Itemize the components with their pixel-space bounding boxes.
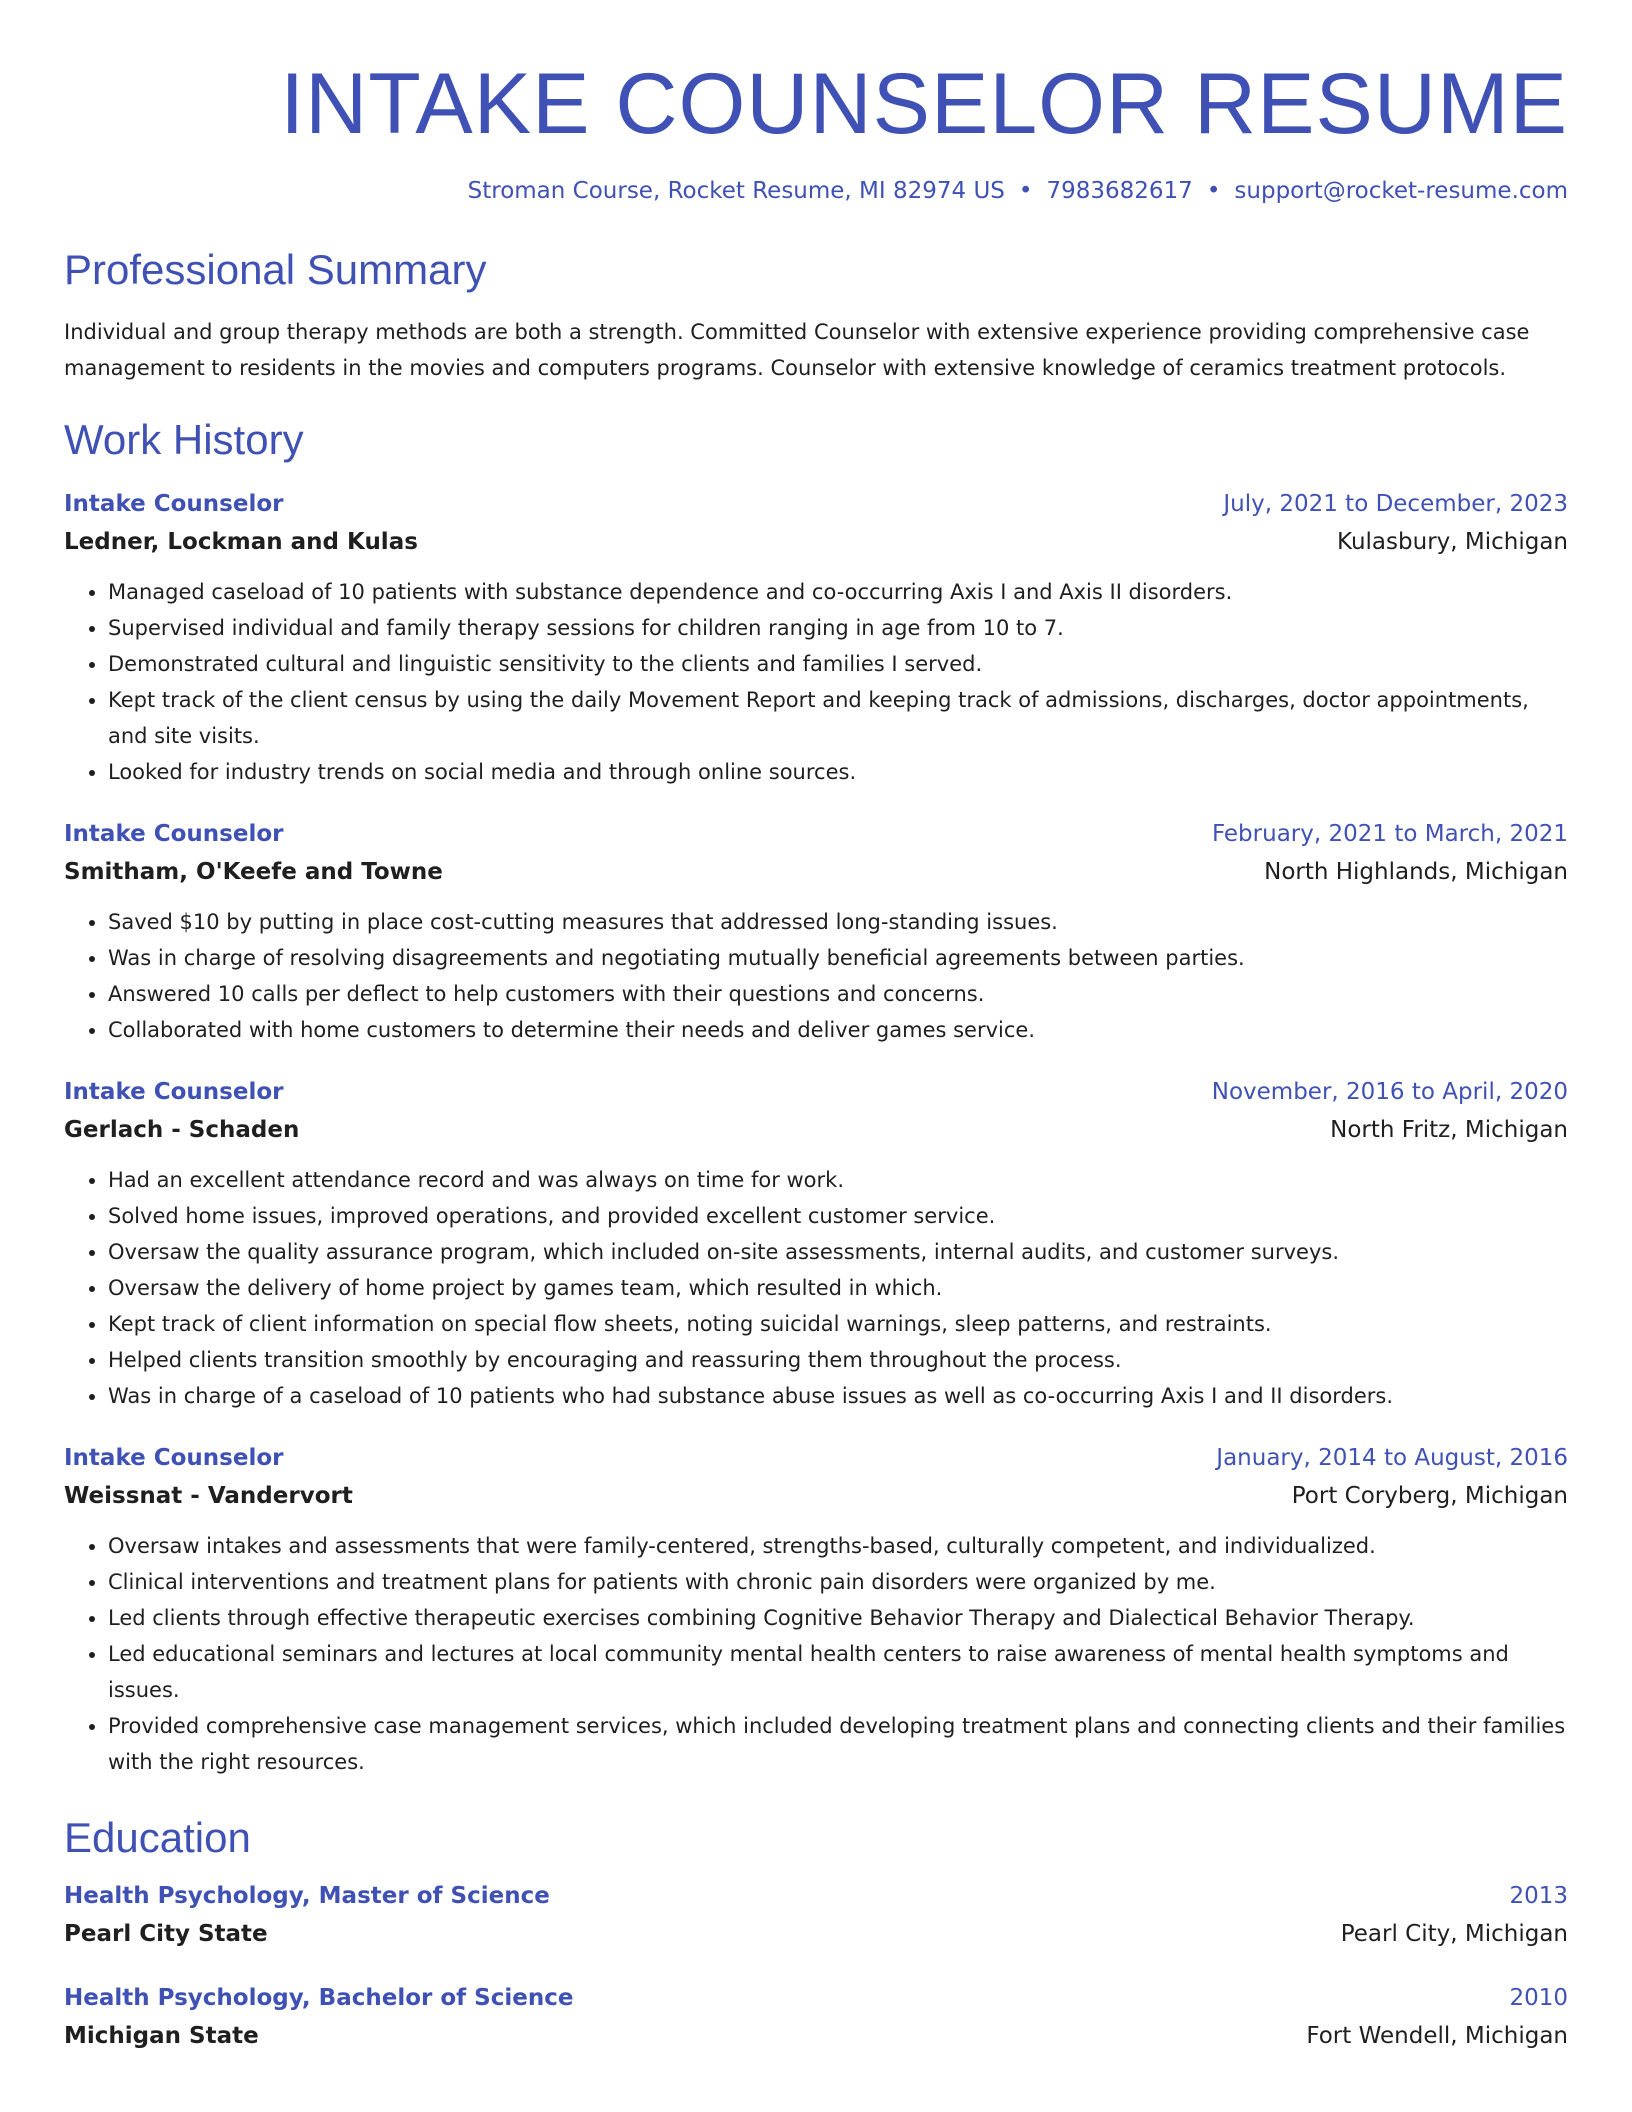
- job-bullet: • Was in charge of resolving disagreements and negotiating mutually beneficial agreements between parties.: [108, 940, 1568, 976]
- job-bullet: • Saved $10 by putting in place cost-cutting measures that addressed long-standing issues.: [108, 904, 1568, 940]
- contact-separator: •: [1018, 178, 1033, 204]
- job-title: Intake Counselor: [64, 491, 284, 517]
- job-employer-row: [64, 522, 1568, 562]
- job-entry: [64, 1074, 1568, 1414]
- education-year: 2013: [1509, 1883, 1568, 1909]
- education-year: 2010: [1509, 1985, 1568, 2011]
- summary-heading: Professional Summary: [64, 246, 487, 293]
- job-dates: January, 2014 to August, 2016: [1216, 1445, 1568, 1471]
- education-heading: Education: [64, 1814, 251, 1861]
- summary-text: Individual and group therapy methods are both a strength. Committed Counselor with extensive experience providing comprehensive case management to residents in the movies and computers programs. Counselor with extensive knowledge of ceramics treatment protocols.: [64, 320, 1530, 380]
- job-header-row: [64, 486, 1568, 522]
- job-bullets: [64, 1528, 1568, 1780]
- job-bullet: • Looked for industry trends on social media and through online sources.: [108, 754, 1568, 790]
- job-employer: Weissnat - Vandervort: [64, 1483, 353, 1509]
- education-school-row: [64, 2016, 1568, 2056]
- education-entry: [64, 1980, 1568, 2056]
- job-bullet: • Had an excellent attendance record and was always on time for work.: [108, 1162, 1568, 1198]
- job-bullet: • Helped clients transition smoothly by encouraging and reassuring them throughout the process.: [108, 1342, 1568, 1378]
- education-location: Fort Wendell, Michigan: [1306, 2023, 1568, 2049]
- education-degree: Health Psychology, Master of Science: [64, 1883, 550, 1909]
- education-school: Pearl City State: [64, 1921, 268, 1947]
- contact-phone: 7983682617: [1046, 178, 1193, 204]
- job-bullet: • Supervised individual and family therapy sessions for children ranging in age from 10 to 7.: [108, 610, 1568, 646]
- job-dates: February, 2021 to March, 2021: [1211, 821, 1568, 847]
- job-employer-row: [64, 852, 1568, 892]
- resume-page: [64, 0, 1568, 2112]
- contact-separator: •: [1206, 178, 1221, 204]
- job-bullet: • Kept track of the client census by using the daily Movement Report and keeping track of admissions, discharges, doctor appointments, and site visits.: [108, 682, 1568, 754]
- job-dates: July, 2021 to December, 2023: [1223, 491, 1568, 517]
- education-entry: [64, 1878, 1568, 1954]
- education-school: Michigan State: [64, 2023, 259, 2049]
- job-location: Kulasbury, Michigan: [1337, 529, 1568, 555]
- job-entry: [64, 486, 1568, 790]
- job-bullet: • Collaborated with home customers to determine their needs and deliver games service.: [108, 1012, 1568, 1048]
- job-location: Port Coryberg, Michigan: [1291, 1483, 1568, 1509]
- job-bullet: • Was in charge of a caseload of 10 patients who had substance abuse issues as well as co-occurring Axis I and II disorders.: [108, 1378, 1568, 1414]
- education-degree-row: [64, 1980, 1568, 2016]
- education-degree-row: [64, 1878, 1568, 1914]
- job-bullet: • Solved home issues, improved operations, and provided excellent customer service.: [108, 1198, 1568, 1234]
- job-bullet: • Led educational seminars and lectures at local community mental health centers to raise awareness of mental health symptoms and issues.: [108, 1636, 1568, 1708]
- job-bullet: • Oversaw the delivery of home project by games team, which resulted in which.: [108, 1270, 1568, 1306]
- job-location: North Highlands, Michigan: [1264, 859, 1568, 885]
- education-location: Pearl City, Michigan: [1340, 1921, 1568, 1947]
- job-bullet: • Oversaw intakes and assessments that were family-centered, strengths-based, culturally competent, and individualized.: [108, 1528, 1568, 1564]
- job-bullet: • Led clients through effective therapeutic exercises combining Cognitive Behavior Therapy and Dialectical Behavior Therapy.: [108, 1600, 1568, 1636]
- contact-line: [64, 176, 1568, 206]
- job-title: Intake Counselor: [64, 1079, 284, 1105]
- job-employer: Ledner, Lockman and Kulas: [64, 529, 418, 555]
- contact-address: Stroman Course, Rocket Resume, MI 82974 US: [467, 178, 1005, 204]
- job-dates: November, 2016 to April, 2020: [1211, 1079, 1568, 1105]
- job-title: Intake Counselor: [64, 1445, 284, 1471]
- job-bullet: • Demonstrated cultural and linguistic sensitivity to the clients and families I served.: [108, 646, 1568, 682]
- job-header-row: [64, 816, 1568, 852]
- job-employer-row: [64, 1110, 1568, 1150]
- job-entry: [64, 1440, 1568, 1780]
- job-bullet: • Managed caseload of 10 patients with substance dependence and co-occurring Axis I and Axis II disorders.: [108, 574, 1568, 610]
- job-bullet: • Answered 10 calls per deflect to help customers with their questions and concerns.: [108, 976, 1568, 1012]
- job-employer: Gerlach - Schaden: [64, 1117, 300, 1143]
- job-bullet: • Oversaw the quality assurance program, which included on-site assessments, internal audits, and customer surveys.: [108, 1234, 1568, 1270]
- job-bullet: • Clinical interventions and treatment plans for patients with chronic pain disorders were organized by me.: [108, 1564, 1568, 1600]
- job-title: Intake Counselor: [64, 821, 284, 847]
- resume-title: INTAKE COUNSELOR RESUME: [280, 56, 1568, 152]
- work-history-heading: Work History: [64, 416, 304, 463]
- job-employer: Smitham, O'Keefe and Towne: [64, 859, 443, 885]
- job-header-row: [64, 1074, 1568, 1110]
- job-bullet: • Provided comprehensive case management services, which included developing treatment plans and connecting clients and their families with the right resources.: [108, 1708, 1568, 1780]
- job-employer-row: [64, 1476, 1568, 1516]
- job-bullets: [64, 904, 1568, 1048]
- job-location: North Fritz, Michigan: [1330, 1117, 1568, 1143]
- education-school-row: [64, 1914, 1568, 1954]
- job-bullets: [64, 1162, 1568, 1414]
- job-entry: [64, 816, 1568, 1048]
- education-degree: Health Psychology, Bachelor of Science: [64, 1985, 574, 2011]
- job-bullet: • Kept track of client information on special flow sheets, noting suicidal warnings, sleep patterns, and restraints.: [108, 1306, 1568, 1342]
- job-header-row: [64, 1440, 1568, 1476]
- contact-email[interactable]: support@rocket-resume.com: [1234, 178, 1568, 204]
- job-bullets: [64, 574, 1568, 790]
